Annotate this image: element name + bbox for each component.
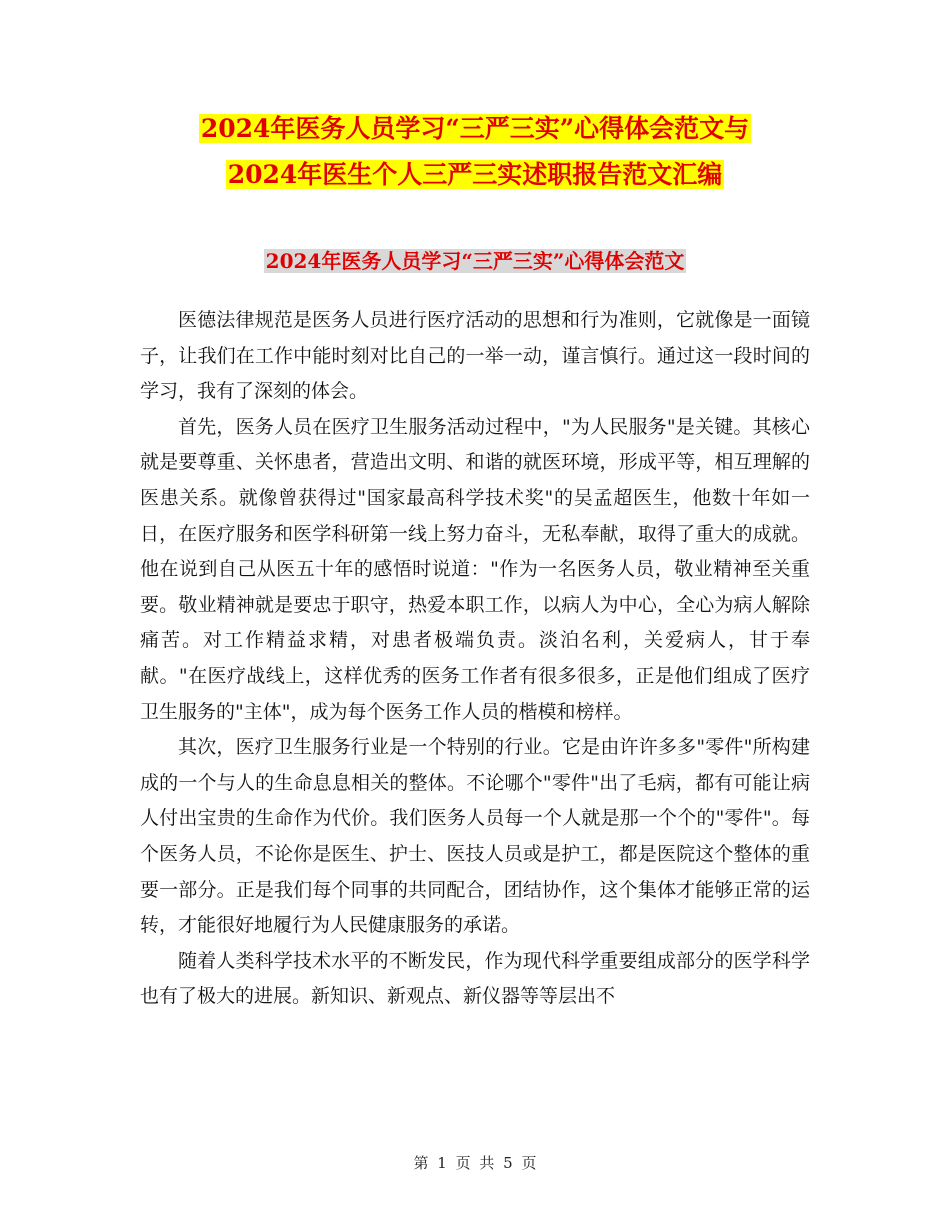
section-heading xyxy=(0,246,950,276)
title-highlight-1: 2024年医务人员学习“三严三实”心得体会范文与 xyxy=(200,114,750,143)
document-title-line-2 xyxy=(0,158,950,192)
section-heading-text: 2024年医务人员学习“三严三实”心得体会范文 xyxy=(265,249,685,273)
paragraph: 首先，医务人员在医疗卫生服务活动过程中，"为人民服务"是关键。其核心就是要尊重、关怀患者，营造出文明、和谐的就医环境，形成平等，相互理解的医患关系。就像曾获得过"国家最高科学技术奖"的吴孟超医生，他数十年如一日，在医疗服务和医学科研第一线上努力奋斗，无私奉献，取得了重大的成就。他在说到自己从医五十年的感悟时说道："作为一名医务人员，敬业精神至关重要。敬业精神就是要忠于职守，热爱本职工作，以病人为中心，全心为病人解除痛苦。对工作精益求精，对患者极端负责。淡泊名利，关爱病人，甘于奉献。"在医疗战线上，这样优秀的医务工作者有很多很多，正是他们组成了医疗卫生服务的"主体"，成为每个医务工作人员的楷模和榜样。 xyxy=(140,415,810,723)
title-highlight-2: 2024年医生个人三严三实述职报告范文汇编 xyxy=(227,160,723,189)
paragraph: 其次，医疗卫生服务行业是一个特别的行业。它是由许许多多"零件"所构建成的一个与人的生命息息相关的整体。不论哪个"零件"出了毛病，都有可能让病人付出宝贵的生命作为代价。我们医务人员每一个人就是那一个个的"零件"。每个医务人员，不论你是医生、护士、医技人员或是护工，都是医院这个整体的重要一部分。正是我们每个同事的共同配合，团结协作，这个集体才能够正常的运转，才能很好地履行为人民健康服务的承诺。 xyxy=(140,736,810,937)
paragraph: 医德法律规范是医务人员进行医疗活动的思想和行为准则，它就像是一面镜子，让我们在工作中能时刻对比自己的一举一动，谨言慎行。通过这一段时间的学习，我有了深刻的体会。 xyxy=(140,309,810,403)
page-footer: 第 1 页 共 5 页 xyxy=(413,1154,537,1172)
document-title-line-1 xyxy=(0,112,950,146)
paragraph: 随着人类科学技术水平的不断发民，作为现代科学重要组成部分的医学科学也有了极大的进展。新知识、新观点、新仪器等等层出不 xyxy=(140,949,810,1008)
body-text xyxy=(140,303,810,1015)
